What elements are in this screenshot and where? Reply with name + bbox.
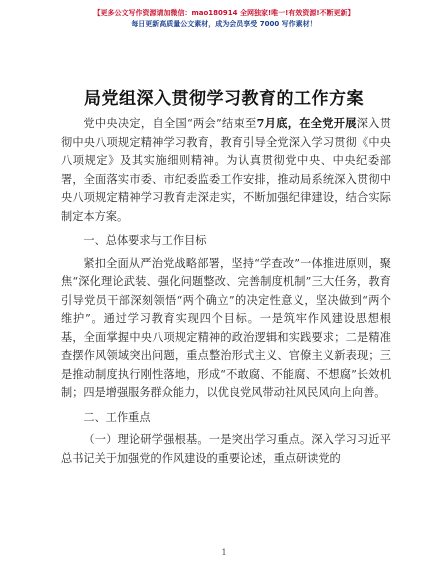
- section-1-heading: 一、总体要求与工作目标: [83, 234, 207, 247]
- intro-text-start: 党中央决定，自全国“两会”结束至: [83, 117, 257, 130]
- intro-text-rest: 深入贯彻中央八项规定精神学习教育，教育引导全党深入学习贯彻《中央八项规定》及其实施细则精神。为认真贯彻党中央、中央纪委部署，全面落实市委、市纪委监委工作安排，推动局系统深入贯彻中央八项规定精神学习教育走深走实，不断加强纪律建设，结合实际制定本方案。: [61, 117, 391, 223]
- section-2-paragraph: （一）理论研学强根基。一是突出学习重点。深入学习习近平总书记关于加强党的作风建设的重要论述，重点研读党的: [61, 433, 391, 465]
- promo-banner: [0, 8, 448, 30]
- promo-line-2: 每日更新高质量公文素材，成为会员享受 7000 写作素材！: [131, 20, 317, 28]
- document-title: 局党组深入贯彻学习教育的工作方案: [84, 89, 364, 109]
- promo-line-1: 【更多公文写作资源请加微信：mao180914 全网独家!唯一!有效资源!不断更新】: [93, 9, 355, 17]
- document-body: [61, 114, 391, 470]
- intro-paragraph: [61, 114, 391, 226]
- page-number: 1: [221, 548, 227, 557]
- section-2-heading: 二、工作重点: [83, 410, 151, 424]
- intro-emphasis: 7月底，在全党开展: [256, 116, 357, 130]
- section-1-paragraph: 紧扣全面从严治党战略部署，坚持“学查改”一体推进原则，聚焦“深化理论武装、强化问题整改、完善制度机制”三大任务，教育引导党员干部深刻领悟“两个确立”的决定性意义，坚决做到“两个维护”。通过学习教育实现四个目标。一是筑牢作风建设思想根基，全面掌握中央八项规定精神的政治逻辑和实践要求；二是精准查摆作风领域突出问题，重点整治形式主义、官僚主义新表现；三是推动制度执行刚性落地，形成“不敢腐、不能腐、不想腐”长效机制；四是增强服务群众能力，以优良党风带动社风民风向上向善。: [61, 256, 391, 399]
